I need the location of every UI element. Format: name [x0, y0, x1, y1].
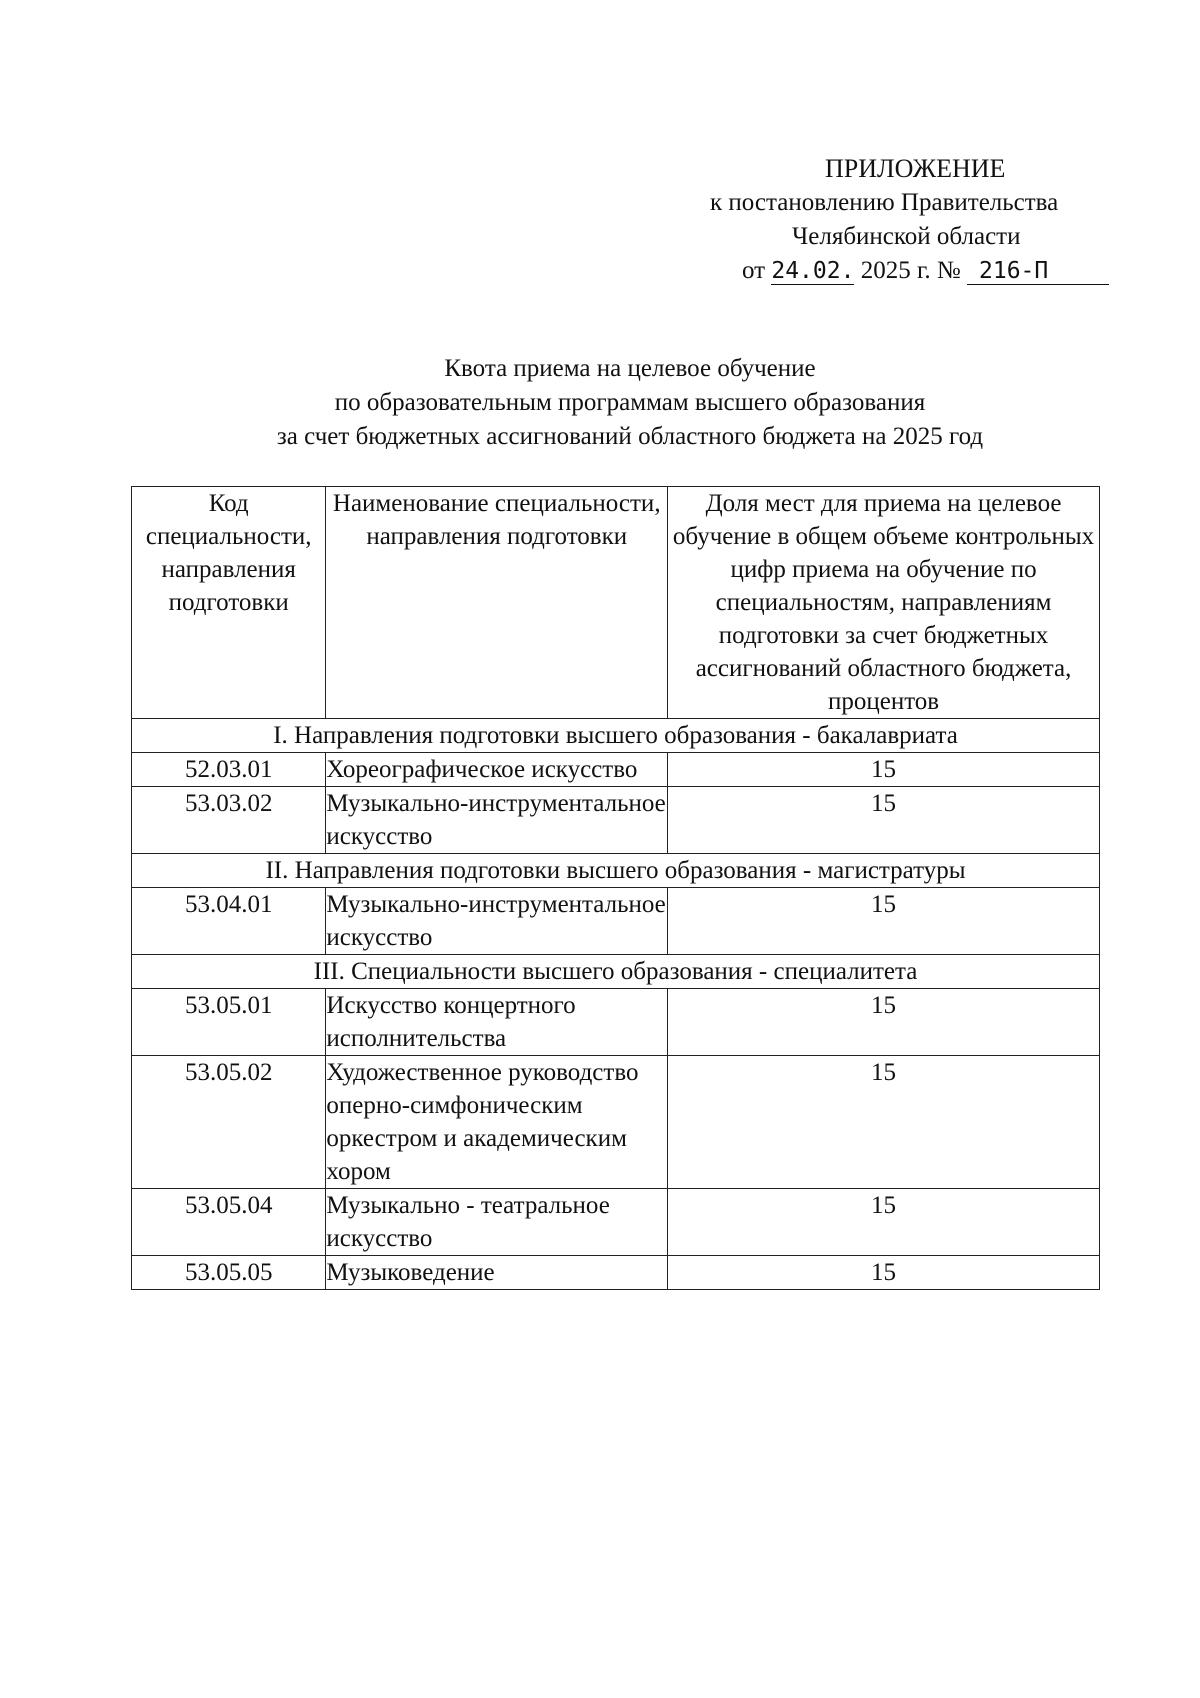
table-row: [132, 888, 1100, 955]
row-share: 15: [668, 1256, 1100, 1290]
section-row: [132, 719, 1100, 753]
section-title: II. Направления подготовки высшего образования - магистратуры: [132, 854, 1100, 888]
section-title: III. Специальности высшего образования - специалитета: [132, 955, 1100, 989]
row-name: Художественное руководство оперно-симфоническим оркестром и академическим хором: [326, 1056, 668, 1189]
row-name: Искусство концертного исполнительства: [326, 989, 668, 1056]
table-header-row: [132, 487, 1100, 719]
row-share: 15: [668, 753, 1100, 787]
row-share: 15: [668, 1189, 1100, 1256]
row-name: Музыкально-инструментальное искусство: [326, 888, 668, 955]
row-name: Музыкально - театральное искусство: [326, 1189, 668, 1256]
quota-table: [131, 486, 1100, 1290]
document-title-line3: за счет бюджетных ассигнований областного бюджета на 2025 год: [276, 423, 984, 450]
table-row: [132, 753, 1100, 787]
row-code: 53.05.02: [132, 1056, 326, 1189]
row-name: Музыкально-инструментальное искусство: [326, 787, 668, 854]
row-code: 53.05.05: [132, 1256, 326, 1290]
row-share: 15: [668, 1056, 1100, 1189]
table-row: [132, 1189, 1100, 1256]
header-share: Доля мест для приема на целевое обучение в общем объеме контрольных цифр приема на обучение по специальностям, направлениям подготовки за счет бюджетных ассигнований областного бюджета, процентов: [668, 487, 1100, 719]
table-row: [132, 989, 1100, 1056]
row-share: 15: [668, 989, 1100, 1056]
section-row: [132, 854, 1100, 888]
section-title: I. Направления подготовки высшего образования - бакалавриата: [132, 719, 1100, 753]
row-code: 53.03.02: [132, 787, 326, 854]
table-row: [132, 1256, 1100, 1290]
section-row: [132, 955, 1100, 989]
table-row: [132, 787, 1100, 854]
header-name: Наименование специальности, направления подготовки: [326, 487, 668, 719]
handwritten-date: 24.02.: [771, 258, 855, 284]
document-title-line2: по образовательным программам высшего образования: [334, 389, 926, 416]
date-year: 2025 г. №: [860, 257, 961, 284]
row-code: 53.04.01: [132, 888, 326, 955]
row-code: 53.05.01: [132, 989, 326, 1056]
row-share: 15: [668, 888, 1100, 955]
row-code: 52.03.01: [132, 753, 326, 787]
appendix-region-line: Челябинской области: [792, 223, 1021, 250]
appendix-block: [700, 152, 1120, 288]
row-name: Хореографическое искусство: [326, 753, 668, 787]
row-code: 53.05.04: [132, 1189, 326, 1256]
appendix-title: ПРИЛОЖЕНИЕ: [825, 154, 1006, 183]
date-prefix: от: [742, 257, 766, 284]
document-title: [0, 352, 1200, 454]
row-share: 15: [668, 787, 1100, 854]
table-row: [132, 1056, 1100, 1189]
row-name: Музыковедение: [326, 1256, 668, 1290]
handwritten-number: 216-П: [979, 258, 1049, 284]
appendix-resolution-line: к постановлению Правительства: [710, 189, 1059, 216]
header-code: Код специальности, направления подготовки: [132, 487, 326, 719]
appendix-date-line: [700, 254, 1120, 288]
document-title-line1: Квота приема на целевое обучение: [444, 355, 816, 382]
